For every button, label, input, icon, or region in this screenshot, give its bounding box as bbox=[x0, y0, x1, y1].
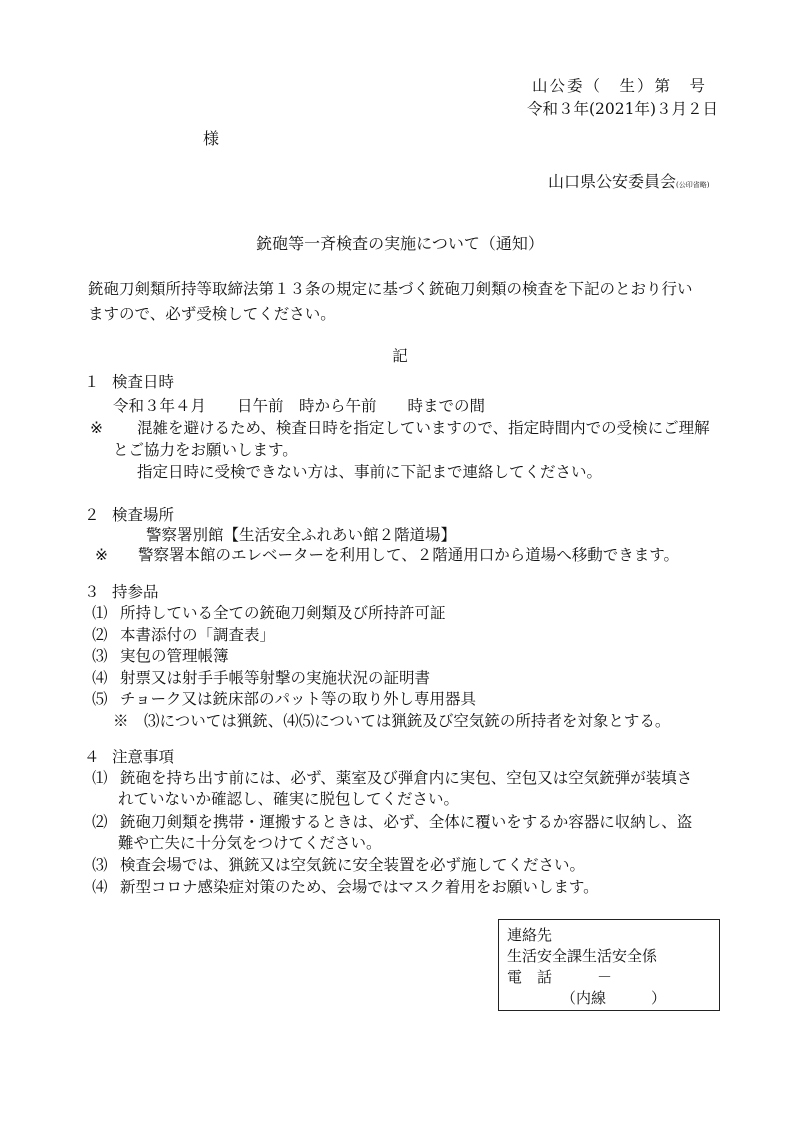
section-4-number: ４ bbox=[84, 748, 100, 766]
list-item bbox=[92, 626, 275, 645]
section-4-heading bbox=[84, 748, 174, 767]
section-1-number: １ bbox=[84, 373, 100, 391]
section-1-note-line-3: 指定日時に受検できない方は、事前に下記まで連絡してください。 bbox=[137, 463, 603, 481]
list-item bbox=[92, 690, 476, 709]
contact-extension: （内線 ） bbox=[561, 989, 667, 1007]
section-4-title: 注意事項 bbox=[112, 748, 175, 766]
seal-note: (公印省略) bbox=[676, 181, 710, 189]
contact-department: 生活安全課生活安全係 bbox=[507, 947, 658, 965]
list-item bbox=[92, 813, 692, 832]
addressee: 様 bbox=[203, 129, 220, 148]
section-1-title: 検査日時 bbox=[112, 373, 175, 391]
item-text: 実包の管理帳簿 bbox=[120, 647, 229, 665]
item-text: 本書添付の「調査表」 bbox=[120, 626, 276, 644]
item-number: ⑷ bbox=[92, 669, 108, 687]
contact-box bbox=[498, 919, 720, 1011]
item-number: ⑶ bbox=[92, 647, 108, 665]
item-number: ⑵ bbox=[92, 813, 108, 831]
list-item bbox=[92, 604, 446, 623]
section-1-note-line-1: 混雑を避けるため、検査日時を指定していますので、指定時間内での受検にご理解 bbox=[137, 419, 710, 437]
list-item-continuation: 難や亡失に十分気をつけてください。 bbox=[118, 834, 382, 852]
intro-line-2: ますので、必ず受検してください。 bbox=[88, 305, 336, 323]
document-number: 山公委（ 生）第 号 bbox=[532, 77, 708, 95]
section-2-note: 警察署本館のエレベーターを利用して、２階通用口から道場へ移動できます。 bbox=[138, 546, 679, 564]
section-3-number: ３ bbox=[84, 583, 100, 601]
list-item bbox=[92, 878, 599, 897]
section-3-note: ※ ⑶については猟銃、⑷⑸については猟銃及び空気銃の所持者を対象とする。 bbox=[113, 712, 671, 730]
item-number: ⑴ bbox=[92, 604, 108, 622]
sender bbox=[548, 172, 709, 191]
section-1-heading bbox=[84, 373, 174, 392]
section-1-note-mark: ※ bbox=[90, 419, 103, 437]
list-item bbox=[92, 856, 585, 875]
list-item-continuation: れていないか確認し、確実に脱包してください。 bbox=[118, 790, 460, 808]
item-text: 新型コロナ感染症対策のため、会場ではマスク着用をお願いします。 bbox=[120, 878, 599, 896]
section-2-title: 検査場所 bbox=[112, 506, 175, 524]
document-date: 令和３年(2021年)３月２日 bbox=[527, 100, 719, 118]
list-item bbox=[92, 669, 430, 688]
item-text: チョーク又は銃床部のパット等の取り外し専用器具 bbox=[120, 690, 477, 708]
ki-heading: 記 bbox=[392, 347, 408, 365]
item-text: 射票又は射手手帳等射撃の実施状況の証明書 bbox=[120, 669, 431, 687]
document-title: 銃砲等一斉検査の実施について（通知） bbox=[256, 234, 544, 253]
inspection-date: 令和３年４月 日午前 時から午前 時までの間 bbox=[113, 397, 486, 415]
list-item bbox=[92, 647, 229, 666]
section-2-note-mark: ※ bbox=[95, 546, 108, 564]
item-number: ⑶ bbox=[92, 856, 108, 874]
section-3-title: 持参品 bbox=[112, 583, 159, 601]
contact-label: 連絡先 bbox=[507, 926, 553, 944]
section-2-number: ２ bbox=[84, 506, 100, 524]
section-2-heading bbox=[84, 506, 174, 525]
contact-phone: 電 話 － bbox=[507, 968, 613, 986]
item-number: ⑵ bbox=[92, 626, 108, 644]
list-item bbox=[92, 769, 692, 788]
section-3-heading bbox=[84, 583, 159, 602]
item-text: 銃砲を持ち出す前には、必ず、薬室及び弾倉内に実包、空包又は空気銃弾が装填さ bbox=[120, 769, 693, 787]
item-number: ⑷ bbox=[92, 878, 108, 896]
item-text: 所持している全ての銃砲刀剣類及び所持許可証 bbox=[120, 604, 446, 622]
item-number: ⑴ bbox=[92, 769, 108, 787]
item-text: 検査会場では、猟銃又は空気銃に安全装置を必ず施してください。 bbox=[120, 856, 586, 874]
section-1-note-line-2: とご協力をお願いします。 bbox=[113, 441, 298, 459]
inspection-place: 警察署別館【生活安全ふれあい館２階道場】 bbox=[146, 526, 457, 544]
sender-name: 山口県公安委員会 bbox=[548, 172, 677, 191]
item-number: ⑸ bbox=[92, 690, 108, 708]
intro-line-1: 銃砲刀剣類所持等取締法第１３条の規定に基づく銃砲刀剣類の検査を下記のとおり行い bbox=[88, 280, 693, 298]
item-text: 銃砲刀剣類を携帯・運搬するときは、必ず、全体に覆いをするか容器に収納し、盗 bbox=[120, 813, 693, 831]
